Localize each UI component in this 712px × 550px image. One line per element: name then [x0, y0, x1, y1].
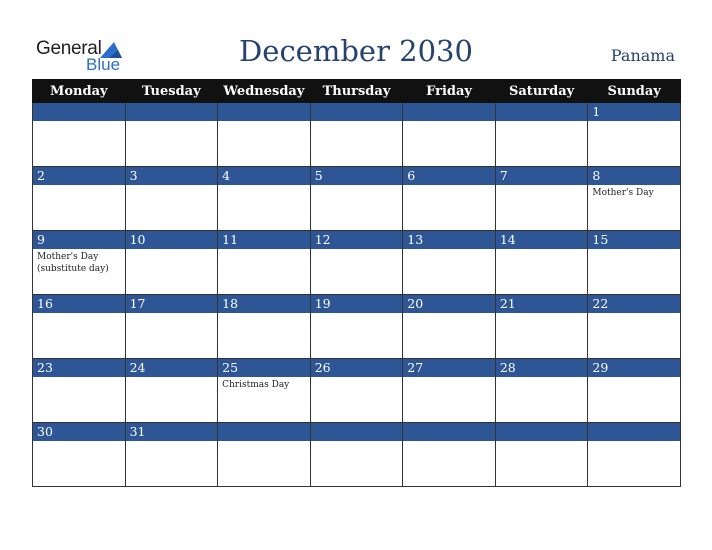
day-number: 11	[218, 231, 310, 249]
day-cell	[403, 295, 496, 359]
day-cell	[33, 295, 126, 359]
day-cell	[218, 359, 311, 423]
weekday-header: Friday	[403, 80, 496, 103]
day-cell	[218, 167, 311, 231]
day-cell	[125, 423, 218, 487]
weekday-header: Saturday	[495, 80, 588, 103]
calendar-grid	[32, 79, 681, 487]
day-cell	[125, 359, 218, 423]
day-cell	[125, 295, 218, 359]
day-cell	[125, 231, 218, 295]
day-number: 22	[588, 295, 680, 313]
day-number	[311, 423, 403, 441]
day-number: 30	[33, 423, 125, 441]
day-cell	[495, 295, 588, 359]
day-cell	[218, 423, 311, 487]
day-cell	[403, 423, 496, 487]
day-number	[218, 103, 310, 121]
day-cell	[403, 359, 496, 423]
weekday-header: Wednesday	[218, 80, 311, 103]
day-cell	[310, 231, 403, 295]
weekday-header: Thursday	[310, 80, 403, 103]
day-number	[218, 423, 310, 441]
day-cell	[33, 423, 126, 487]
day-number: 7	[496, 167, 588, 185]
day-number	[126, 103, 218, 121]
week-row	[33, 423, 681, 487]
day-number: 25	[218, 359, 310, 377]
day-number: 3	[126, 167, 218, 185]
day-number: 6	[403, 167, 495, 185]
weekday-header: Monday	[33, 80, 126, 103]
day-number: 2	[33, 167, 125, 185]
holiday-event: Christmas Day	[222, 380, 290, 390]
weekday-header-row	[33, 80, 681, 103]
day-cell	[495, 423, 588, 487]
day-number: 26	[311, 359, 403, 377]
day-cell	[33, 359, 126, 423]
week-row	[33, 167, 681, 231]
day-number: 5	[311, 167, 403, 185]
day-number: 4	[218, 167, 310, 185]
day-cell	[218, 295, 311, 359]
day-cell	[588, 423, 681, 487]
day-cell	[125, 103, 218, 167]
calendar-title: December 2030	[239, 34, 473, 68]
day-cell	[495, 359, 588, 423]
day-number: 16	[33, 295, 125, 313]
day-cell	[310, 103, 403, 167]
day-number	[496, 423, 588, 441]
day-cell	[310, 359, 403, 423]
day-number: 27	[403, 359, 495, 377]
day-number: 21	[496, 295, 588, 313]
day-cell	[495, 167, 588, 231]
day-cell	[310, 167, 403, 231]
day-cell	[588, 103, 681, 167]
day-cell	[218, 231, 311, 295]
day-number: 9	[33, 231, 125, 249]
day-cell	[588, 295, 681, 359]
weekday-header: Sunday	[588, 80, 681, 103]
day-number	[588, 423, 680, 441]
holiday-event: Mother's Day (substitute day)	[37, 252, 109, 274]
day-number: 23	[33, 359, 125, 377]
day-number: 17	[126, 295, 218, 313]
day-number: 8	[588, 167, 680, 185]
day-number: 14	[496, 231, 588, 249]
day-cell	[310, 295, 403, 359]
day-cell	[588, 231, 681, 295]
day-number: 28	[496, 359, 588, 377]
day-cell	[33, 103, 126, 167]
day-cell	[403, 231, 496, 295]
day-number: 29	[588, 359, 680, 377]
day-number	[496, 103, 588, 121]
day-cell	[588, 167, 681, 231]
day-number: 13	[403, 231, 495, 249]
country-label: Panama	[610, 46, 675, 65]
holiday-event: Mother's Day	[592, 188, 654, 198]
weekday-header: Tuesday	[125, 80, 218, 103]
day-number	[403, 103, 495, 121]
day-number: 15	[588, 231, 680, 249]
day-number: 19	[311, 295, 403, 313]
day-number: 18	[218, 295, 310, 313]
day-cell	[125, 167, 218, 231]
day-cell	[495, 103, 588, 167]
day-number: 1	[588, 103, 680, 121]
logo-general-text: General	[36, 38, 102, 59]
day-number: 31	[126, 423, 218, 441]
day-cell	[495, 231, 588, 295]
day-number: 24	[126, 359, 218, 377]
day-number: 10	[126, 231, 218, 249]
week-row	[33, 359, 681, 423]
day-cell	[310, 423, 403, 487]
week-row	[33, 231, 681, 295]
day-number: 12	[311, 231, 403, 249]
day-cell	[33, 167, 126, 231]
day-number	[311, 103, 403, 121]
day-cell	[403, 167, 496, 231]
day-number	[403, 423, 495, 441]
logo-blue-text: Blue	[86, 55, 121, 74]
day-number: 20	[403, 295, 495, 313]
day-cell	[33, 231, 126, 295]
week-row	[33, 295, 681, 359]
week-row	[33, 103, 681, 167]
day-cell	[588, 359, 681, 423]
day-number	[33, 103, 125, 121]
day-cell	[218, 103, 311, 167]
day-cell	[403, 103, 496, 167]
